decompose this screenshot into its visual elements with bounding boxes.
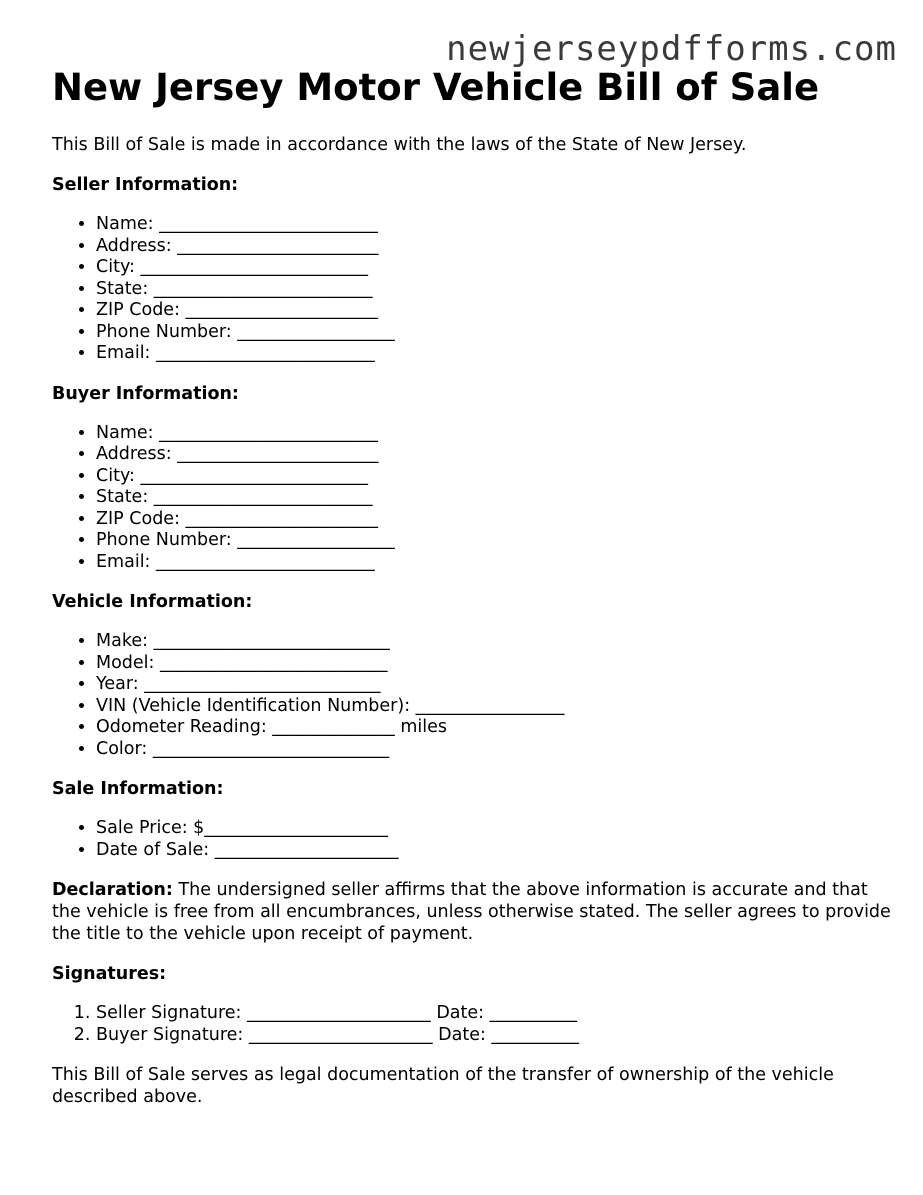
buyer-heading: Buyer Information: [52, 383, 239, 404]
sale-date-field: • Date of Sale: _____________________ [96, 840, 892, 862]
buyer-phone-field: • Phone Number: __________________ [96, 530, 892, 552]
vehicle-heading: Vehicle Information: [52, 592, 253, 612]
buyer-city-field: • City: __________________________ [96, 466, 892, 488]
seller-city-field: • City: __________________________ [96, 257, 892, 279]
buyer-signature-line: 2. Buyer Signature: _____________________ Date: __________ [96, 1025, 892, 1047]
sale-price-field: • Sale Price: $_____________________ [96, 818, 892, 840]
buyer-field-list [52, 423, 892, 574]
seller-state-field: • State: _________________________ [96, 279, 892, 301]
closing-paragraph: This Bill of Sale serves as legal documentation of the transfer of ownership of the vehicle described above. [52, 1065, 834, 1107]
seller-address-field: • Address: _______________________ [96, 236, 892, 258]
vehicle-year-field: • Year: ___________________________ [96, 674, 892, 696]
document-body [52, 66, 892, 1108]
sale-field-list [52, 818, 892, 861]
declaration-label: Declaration: [52, 880, 173, 900]
vehicle-field-list [52, 631, 892, 760]
buyer-zip-field: • ZIP Code: ______________________ [96, 509, 892, 531]
seller-field-list [52, 214, 892, 365]
declaration-text: The undersigned seller affirms that the above information is accurate and that the vehicle is free from all encumbrances, unless otherwise stated. The seller agrees to provide the title to the vehicle upon receipt of payment. [52, 880, 891, 944]
vehicle-vin-field: • VIN (Vehicle Identification Number): _________________ [96, 696, 892, 718]
buyer-address-field: • Address: _______________________ [96, 444, 892, 466]
seller-zip-field: • ZIP Code: ______________________ [96, 300, 892, 322]
seller-heading: Seller Information: [52, 175, 239, 195]
vehicle-make-field: • Make: ___________________________ [96, 631, 892, 653]
seller-phone-field: • Phone Number: __________________ [96, 322, 892, 344]
vehicle-model-field: • Model: __________________________ [96, 653, 892, 675]
seller-name-field: • Name: _________________________ [96, 214, 892, 236]
intro-paragraph: This Bill of Sale is made in accordance with the laws of the State of New Jersey. [52, 135, 747, 155]
buyer-state-field: • State: _________________________ [96, 487, 892, 509]
vehicle-color-field: • Color: ___________________________ [96, 739, 892, 761]
signatures-heading: Signatures: [52, 964, 167, 984]
vehicle-odometer-field: • Odometer Reading: ______________ miles [96, 717, 892, 739]
document-title: New Jersey Motor Vehicle Bill of Sale [52, 66, 820, 109]
buyer-name-field: • Name: _________________________ [96, 423, 892, 445]
buyer-email-field: • Email: _________________________ [96, 552, 892, 574]
signature-list [52, 1003, 892, 1046]
seller-email-field: • Email: _________________________ [96, 343, 892, 365]
declaration-paragraph [52, 879, 892, 945]
sale-heading: Sale Information: [52, 779, 224, 799]
watermark-text: newjerseypdfforms.com [446, 29, 897, 69]
seller-signature-line: 1. Seller Signature: _____________________ Date: __________ [96, 1003, 892, 1025]
